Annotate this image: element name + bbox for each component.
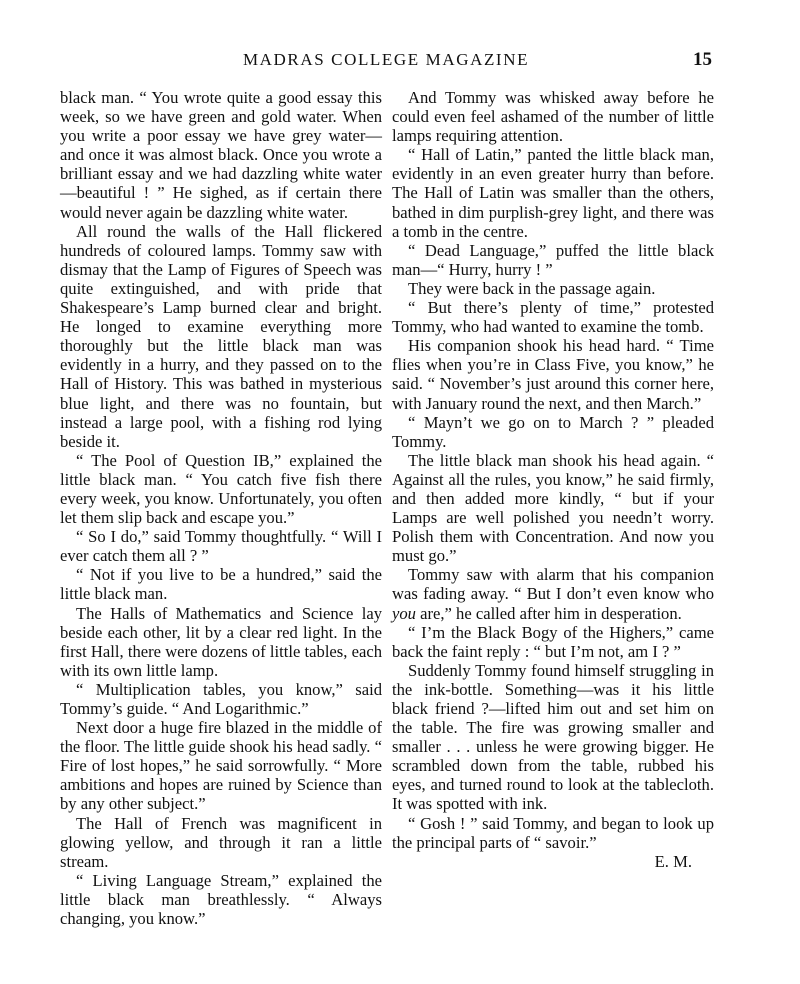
paragraph: All round the walls of the Hall flickered hundreds of coloured lamps. Tommy saw with dismay that the Lamp of Figures of Speech was quite extinguished, and with pride that Shakespeare’s Lamp burned clear and bright. He longed to examine everything more thoroughly but the little black man was evidently in a hurry, and they passed on to the Hall of History. This was bathed in mysterious blue light, and there was no fountain, but instead a large pool, with a fishing rod lying beside it. [60,221,382,451]
paragraph: His companion shook his head hard. “ Time flies when you’re in Class Five, you know,” he said. “ November’s just around this corner here, with January round the next, and then March.” [392,336,714,413]
emphasis-text: you [392,603,416,623]
paragraph: They were back in the passage again. [408,278,656,298]
paragraph: “ Mayn’t we go on to March ? ” pleaded Tommy. [392,412,714,451]
paragraph: “ But there’s plenty of time,” protested Tommy, who had wanted to examine the tomb. [392,298,714,337]
page-number: 15 [693,49,712,70]
author-signature: E. M. [654,851,692,871]
paragraph: “ The Pool of Question IB,” explained the little black man. “ You catch five fish there every week, you know. Unfortunately, you often let them slip back and escape you.” [60,450,382,528]
paragraph: “ Not if you live to be a hundred,” said the little black man. [60,565,382,604]
paragraph-text: Tommy saw with alarm that his companion was fading away. “ But I don’t even know who [392,565,714,604]
paragraph: “ So I do,” said Tommy thoughtfully. “ Will I ever catch them all ? ” [60,527,382,566]
magazine-title: MADRAS COLLEGE MAGAZINE [242,50,530,69]
paragraph: “ Dead Language,” puffed the little black man—“ Hurry, hurry ! ” [392,240,714,279]
paragraph: “ I’m the Black Bogy of the Highers,” came back the faint reply : “ but I’m not, am I ? ” [392,622,714,661]
paragraph [392,565,714,622]
paragraph: Suddenly Tommy found himself struggling in the ink-bottle. Something—was it his little black friend ?—lifted him out and set him on the table. The fire was growing smaller and smaller . . . unless he were growing bigger. He scrambled down from the table, rubbed his eyes, and turned round to look at the tablecloth. It was spotted with ink. [392,660,714,814]
running-header [60,50,712,72]
paragraph: “ Gosh ! ” said Tommy, and began to look up the principal parts of “ savoir.” [392,813,714,852]
paragraph: The Hall of French was magnificent in glowing yellow, and through it ran a little stream. [60,813,382,871]
right-column [392,88,714,871]
paragraph: And Tommy was whisked away before he could even feel ashamed of the number of little lamps requiring attention. [392,88,714,146]
paragraph: Next door a huge fire blazed in the middle of the floor. The little guide shook his head sadly. “ Fire of lost hopes,” he said sorrowfully. “ More ambitions and hopes are ruined by Science than by any other subject.” [60,718,382,814]
paragraph: black man. “ You wrote quite a good essay this week, so we have green and gold water. When you write a poor essay we have grey water—and once it was almost black. Once you wrote a brilliant essay and we had dazzling white water—beautiful ! ” He sighed, as if certain there would never again be dazzling white water. [60,88,382,222]
paragraph: “ Living Language Stream,” explained the little black man breathlessly. “ Always changing, you know.” [60,870,382,929]
paragraph-text: are,” he called after him in desperation. [415,603,682,623]
paragraph: The little black man shook his head again. “ Against all the rules, you know,” he said firmly, and then added more kindly, “ but if your Lamps are well polished you needn’t worry. Polish them with Concentration. And now you must go.” [392,450,714,566]
paragraph: The Halls of Mathematics and Science lay beside each other, lit by a clear red light. In the first Hall, there were dozens of little tables, each with its own little lamp. [60,603,382,680]
paragraph: “ Hall of Latin,” panted the little black man, evidently in an even greater hurry than before. The Hall of Latin was smaller than the others, bathed in dim purplish-grey light, and there was a tomb in the centre. [392,145,714,241]
paragraph: “ Multiplication tables, you know,” said Tommy’s guide. “ And Logarithmic.” [60,679,382,718]
left-column [60,88,382,928]
